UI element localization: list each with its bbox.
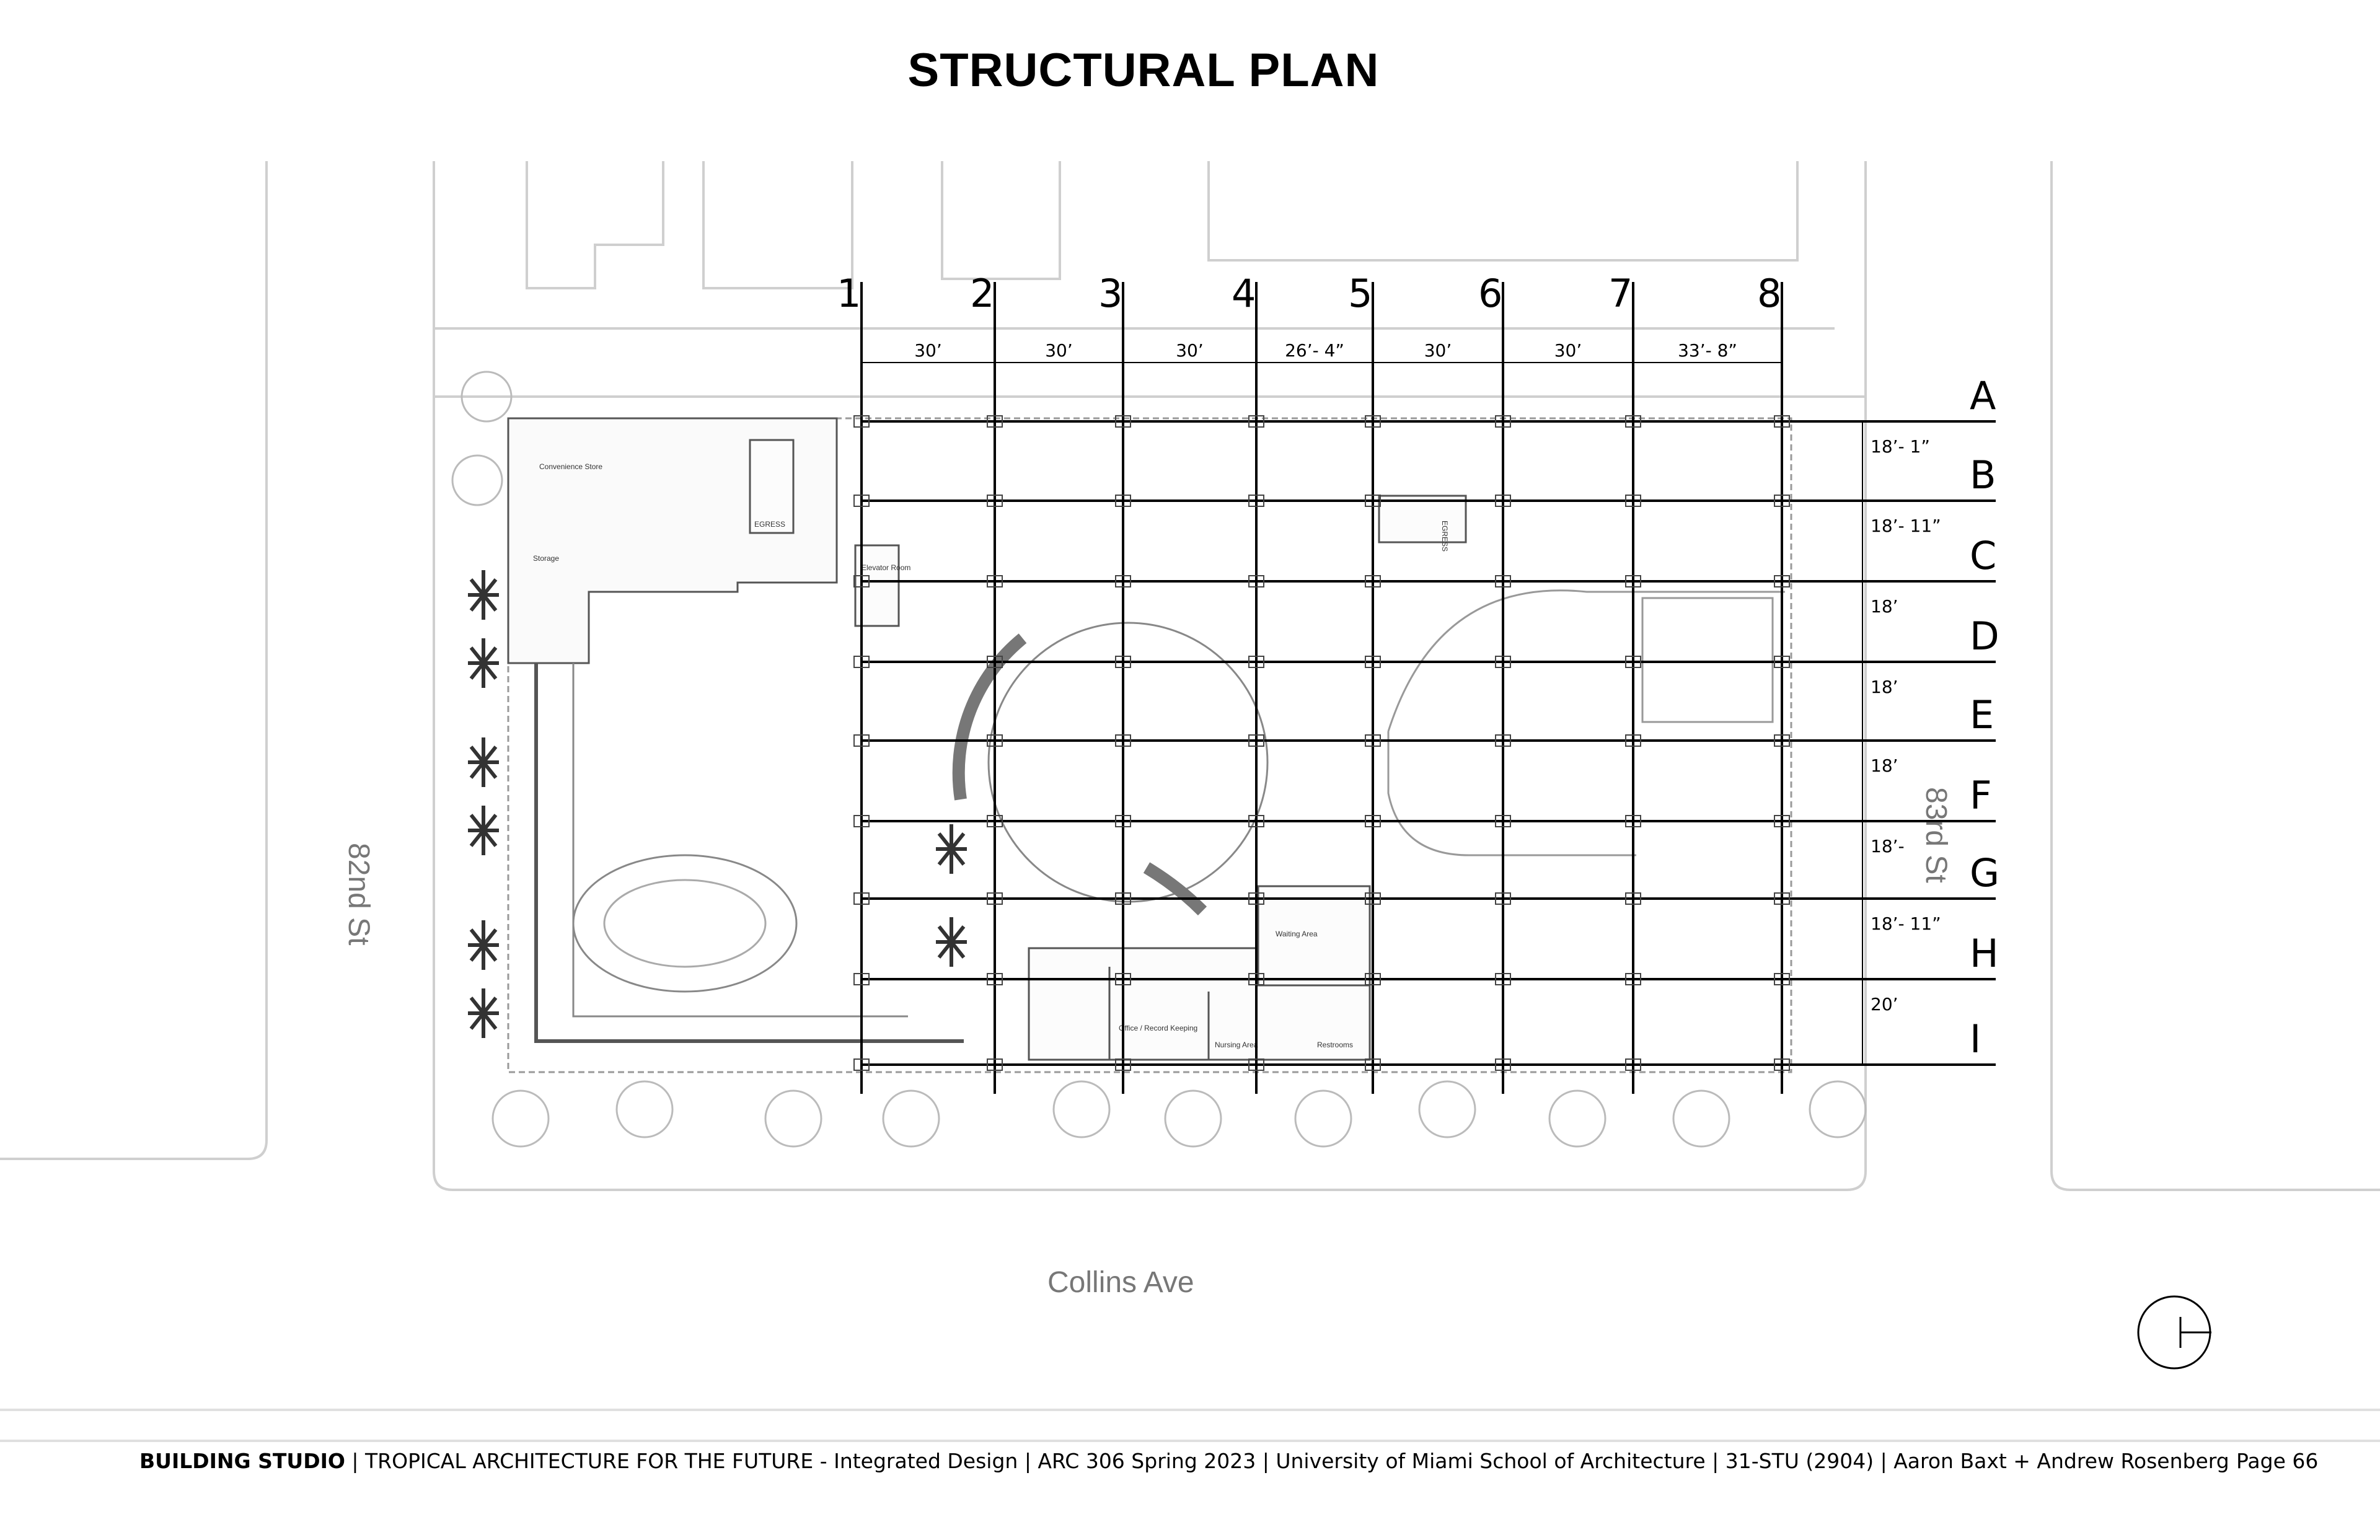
grid-row-label: H (1970, 931, 1999, 976)
grid-column-label: 5 (1348, 271, 1373, 316)
row-dimension-label: 18’ (1871, 677, 1898, 697)
page-title: STRUCTURAL PLAN (907, 44, 1380, 97)
row-dimension-label: 18’- (1871, 836, 1905, 856)
street-label-82nd: 82nd St (342, 843, 375, 946)
column-dimension-label: 26’- 4” (1285, 340, 1344, 361)
grid-row-label: A (1970, 373, 1996, 418)
grid-column-label: 3 (1098, 271, 1123, 316)
grid-row-label: E (1970, 692, 1994, 737)
street-label-83rd: 83rd St (1919, 787, 1952, 883)
room-restrooms: Restrooms (1317, 1041, 1354, 1049)
room-elevator: Elevator Room (862, 563, 911, 572)
grid-column-label: 2 (970, 271, 995, 316)
grid-row-label: G (1970, 850, 2000, 895)
grid-column-label: 8 (1757, 271, 1782, 316)
row-dimension-label: 18’- 11” (1871, 913, 1941, 934)
street-label-collins: Collins Ave (1047, 1266, 1194, 1299)
row-dimension-label: 18’ (1871, 755, 1898, 776)
footer-text: | TROPICAL ARCHITECTURE FOR THE FUTURE - Integrated Design | ARC 306 Spring 2023 | University of Miami School of Architecture | 31-STU (2904) | Aaron Baxt + Andrew Rosenberg (345, 1449, 2229, 1473)
grid-column-label: 4 (1232, 271, 1256, 316)
row-dimension-label: 20’ (1871, 994, 1898, 1014)
footer-credits (139, 1449, 2229, 1473)
page-number: Page 66 (2236, 1449, 2319, 1473)
room-nursing: Nursing Area (1215, 1041, 1258, 1049)
column-dimension-label: 30’ (1554, 340, 1582, 361)
column-dimension-label: 33’- 8” (1678, 340, 1737, 361)
site-boundary (508, 418, 1791, 1072)
row-dimension-label: 18’ (1871, 596, 1898, 617)
column-dimension-label: 30’ (1424, 340, 1452, 361)
grid-row-label: I (1970, 1016, 1981, 1062)
column-dimension-label: 30’ (914, 340, 942, 361)
room-egress-east: EGRESS (1440, 521, 1449, 552)
grid-row-label: D (1970, 614, 1999, 659)
room-office: Office / Record Keeping (1119, 1024, 1198, 1032)
row-dimension-label: 18’- 1” (1871, 436, 1930, 457)
grid-row-label: C (1970, 533, 1997, 578)
grid-column-label: 7 (1608, 271, 1633, 316)
grid-row-label: B (1970, 452, 1996, 498)
column-dimension-label: 30’ (1045, 340, 1073, 361)
room-storage: Storage (533, 554, 560, 563)
row-dimension-label: 18’- 11” (1871, 516, 1941, 536)
grid-column-label: 6 (1478, 271, 1503, 316)
north-arrow-icon (2138, 1296, 2211, 1368)
column-dimension-label: 30’ (1176, 340, 1204, 361)
footer-studio: BUILDING STUDIO (139, 1449, 345, 1473)
grid-column-label: 1 (837, 271, 862, 316)
grid-row-label: F (1970, 773, 1992, 818)
room-egress-west: EGRESS (754, 520, 786, 529)
room-waiting-area: Waiting Area (1276, 930, 1318, 938)
structural-grid (837, 271, 1999, 1094)
room-convenience-store: Convenience Store (539, 462, 603, 471)
